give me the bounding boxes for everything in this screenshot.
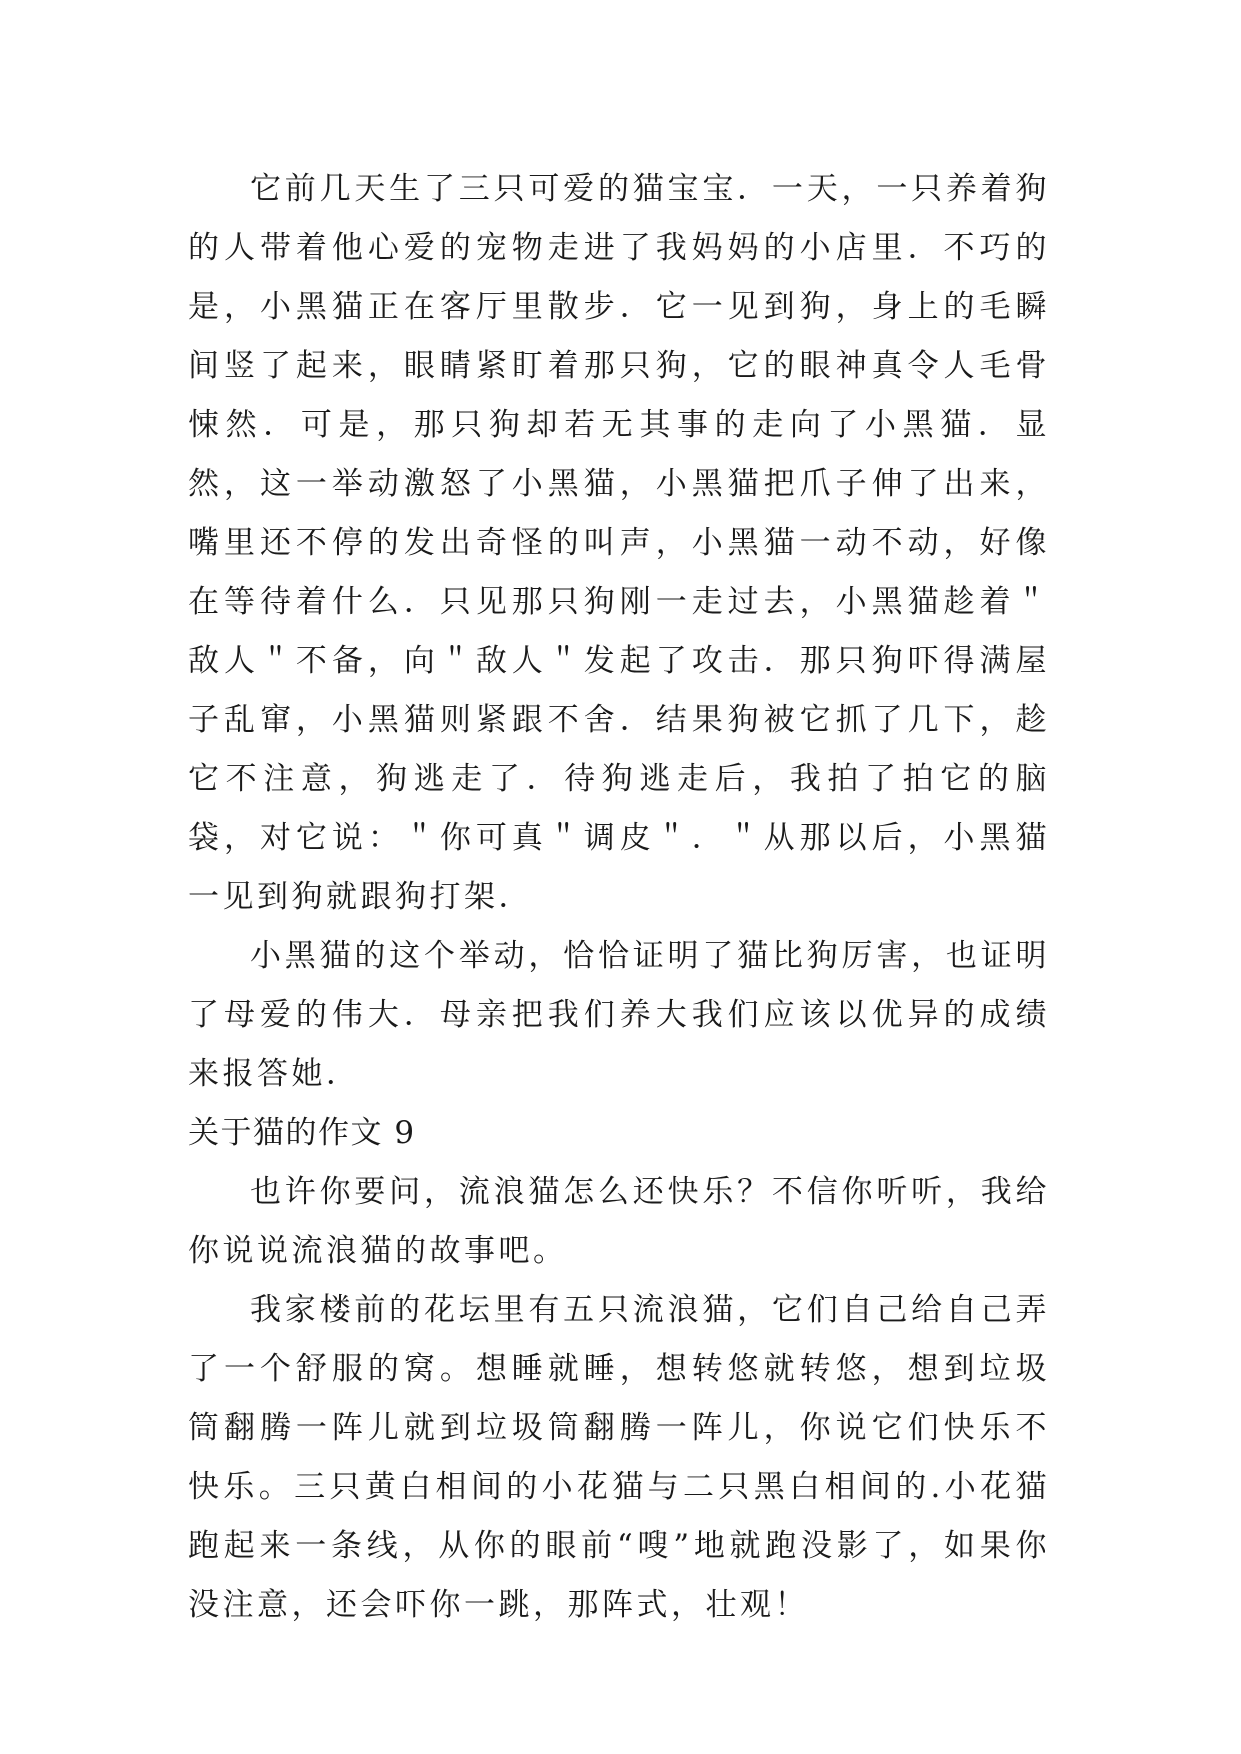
section-heading: 关于猫的作文 9	[188, 1115, 416, 1151]
document-body	[188, 160, 1050, 1635]
paragraph-black-cat-story: 它前几天生了三只可爱的猫宝宝．一天，一只养着狗的人带着他心爱的宠物走进了我妈妈的小店里．不巧的是，小黑猫正在客厅里散步．它一见到狗，身上的毛瞬间竖了起来，眼睛紧盯着那只狗，它的眼神真令人毛骨悚然．可是，那只狗却若无其事的走向了小黑猫．显然，这一举动激怒了小黑猫，小黑猫把爪子伸了出来，嘴里还不停的发出奇怪的叫声，小黑猫一动不动，好像在等待着什么．只见那只狗刚一走过去，小黑猫趁着＂敌人＂不备，向＂敌人＂发起了攻击．那只狗吓得满屋子乱窜，小黑猫则紧跟不舍．结果狗被它抓了几下，趁它不注意，狗逃走了．待狗逃走后，我拍了拍它的脑袋，对它说：＂你可真＂调皮＂．＂从那以后，小黑猫一见到狗就跟狗打架．	[188, 171, 1050, 915]
paragraph-black-cat-conclusion: 小黑猫的这个举动，恰恰证明了猫比狗厉害，也证明了母爱的伟大．母亲把我们养大我们应该以优异的成绩来报答她．	[188, 938, 1050, 1092]
paragraph-stray-cat-story: 我家楼前的花坛里有五只流浪猫，它们自己给自己弄了一个舒服的窝。想睡就睡，想转悠就转悠，想到垃圾筒翻腾一阵儿就到垃圾筒翻腾一阵儿，你说它们快乐不快乐。三只黄白相间的小花猫与二只黑白相间的.小花猫跑起来一条线，从你的眼前“嗖”地就跑没影了，如果你没注意，还会吓你一跳，那阵式，壮观！	[188, 1292, 1050, 1623]
paragraph-stray-cat-intro: 也许你要问，流浪猫怎么还快乐？不信你听听，我给你说说流浪猫的故事吧。	[188, 1174, 1050, 1269]
